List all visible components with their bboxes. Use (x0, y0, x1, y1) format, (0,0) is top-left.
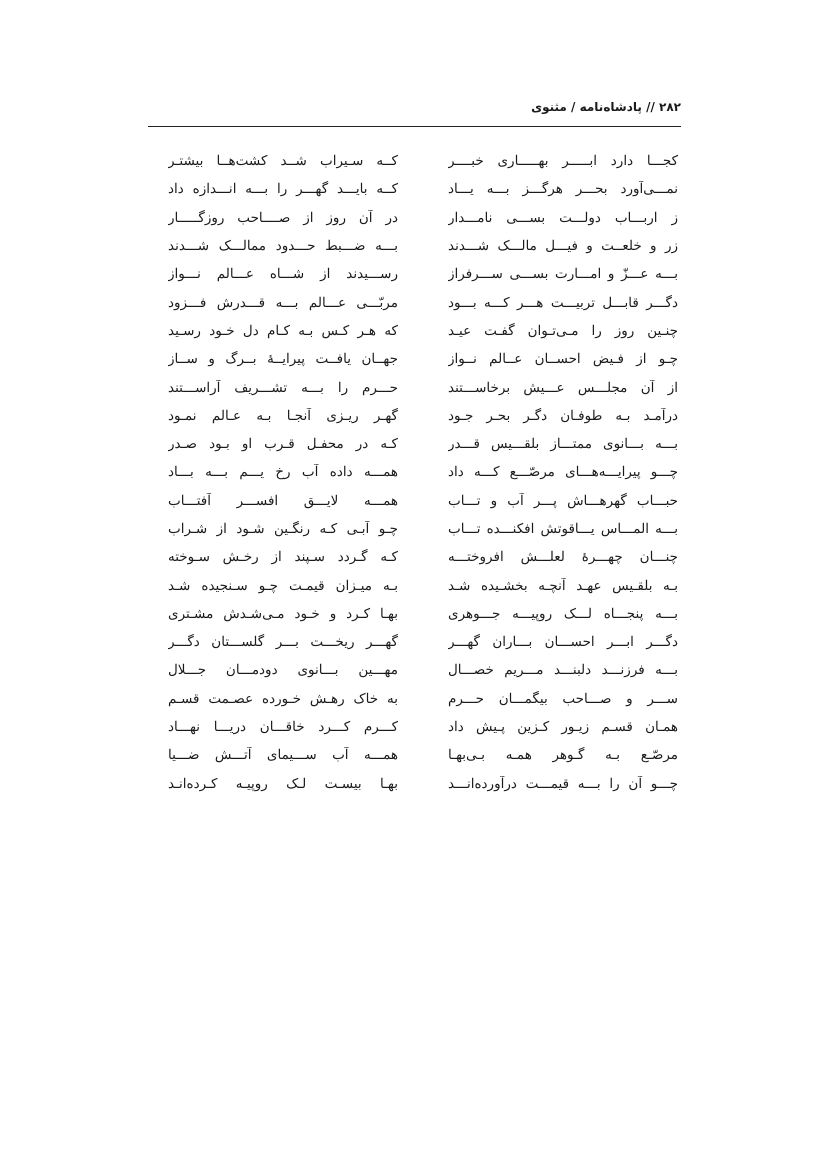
hemistich-right: زر و خلعــت و فیـــل مالـــک شـــدند (448, 238, 678, 255)
hemistich-right: از آن مجلـــس عـــیش برخاســـتند (448, 379, 678, 396)
couplet (168, 515, 678, 543)
hemistich-right: حبـــاب گهرهـــاش پـــر آب و تـــاب (448, 492, 678, 509)
hemistich-left: بهـا بیسـت لـک روپیـه کـرده‌انـد (168, 775, 398, 792)
hemistich-left: کــه بایـــد گهـــر را بـــه انـــدازه داد (168, 181, 398, 198)
hemistich-left: کــه سـیراب شــد کشت‌هــا بیشتـر (168, 153, 398, 170)
couplet (168, 770, 678, 798)
hemistich-left: چـو آبـی کـه رنگـین شـود از شـراب (168, 521, 398, 537)
couplet (168, 317, 678, 345)
hemistich-right: کجـــا دارد ابـــــر بهـــــاری خبــــر (448, 153, 678, 170)
hemistich-right: بـــه عـــزّ و امـــارت بســـی ســـرفراز (448, 266, 678, 283)
hemistich-right: بـه بلقـیس عهـد آنچـه بخشـیده شـد (448, 577, 678, 594)
couplet (168, 260, 678, 288)
couplet (168, 713, 678, 741)
couplet (168, 571, 678, 599)
couplet (168, 402, 678, 430)
hemistich-left: مهـــین بـــانوی دودمـــان جـــلال (168, 662, 398, 679)
hemistich-right: چـو از فـیض احســان عــالم نــواز (448, 351, 678, 368)
couplet (168, 175, 678, 203)
couplet (168, 628, 678, 656)
hemistich-left: حـــرم را بـــه تشـــریف آراســـتند (168, 379, 398, 396)
book-title: پادشاه‌نامه / مثنوی (531, 100, 642, 114)
poem-body (168, 147, 678, 798)
couplet (168, 288, 678, 316)
running-header (148, 100, 681, 127)
hemistich-left: بـه میـزان قیمـت چـو سـنجیده شـد (168, 577, 398, 594)
hemistich-left: جهــان یافــت پیرایــهٔ بــرگ و ســاز (168, 351, 398, 368)
hemistich-right: ز اربـــاب دولـــت بســـی نامـــدار (448, 209, 678, 226)
page-number: ۲۸۲ (659, 100, 681, 114)
hemistich-left: مربّـــی عـــالم بـــه قـــدرش فـــزود (168, 294, 398, 311)
couplet (168, 741, 678, 769)
couplet (168, 656, 678, 684)
hemistich-right: بـــه المـــاس یـــاقوتش افکنـــده تـــاب (448, 521, 678, 537)
couplet (168, 147, 678, 175)
hemistich-right: همـان قسـم زیـور کـزین پـیش داد (448, 719, 678, 736)
couplet (168, 600, 678, 628)
hemistich-right: بـــه فرزنـــد دلبنـــد مـــریم خصـــال (448, 662, 678, 679)
hemistich-right: نمـــی‌آورد بحـــر هرگـــز بـــه یـــاد (448, 181, 678, 198)
hemistich-right: دگـــر ابـــر احســـان بـــاران گهـــر (448, 634, 678, 651)
hemistich-left: بهـا کـرد و خـود مـی‌شـدش مشـتری (168, 605, 398, 622)
hemistich-left: کـه در محفـل قـرب او بـود صـدر (168, 436, 398, 453)
couplet (168, 373, 678, 401)
hemistich-right: مرصّـع بـه گـوهر همـه بـی‌بهـا (448, 747, 678, 764)
couplet (168, 543, 678, 571)
couplet (168, 487, 678, 515)
hemistich-left: گهـــر ریخـــت بـــر گلســـتان دگـــر (168, 634, 398, 651)
hemistich-left: رســـیدند از شـــاه عـــالم نـــواز (168, 266, 398, 283)
hemistich-right: درآمـد بـه طوفـان دگـر بحـر جـود (448, 407, 678, 424)
couplet (168, 458, 678, 486)
hemistich-left: همـــه داده آب رخ یـــم بـــه بـــاد (168, 464, 398, 481)
header-separator: // (646, 100, 655, 114)
hemistich-left: بـــه ضـــبط حـــدود ممالـــک شـــدند (168, 238, 398, 255)
hemistich-left: به خاک رهـش خـورده عصـمت قسـم (168, 690, 398, 707)
couplet (168, 430, 678, 458)
hemistich-right: دگـــر قابـــل تربیـــت هـــر کـــه بـــود (448, 294, 678, 311)
hemistich-right: چـــو پیرایـــه‌هـــای مرصّـــع کـــه داد (448, 464, 678, 481)
hemistich-right: ســـر و صـــاحب بیگمـــان حـــرم (448, 690, 678, 707)
hemistich-left: کـه گـردد سـپند از رخـش سـوخته (168, 549, 398, 566)
couplet (168, 204, 678, 232)
hemistich-left: که هـر کـس بـه کـام دل خـود رسـید (168, 322, 398, 339)
hemistich-left: کـــرم کـــرد خاقـــان دریـــا نهـــاد (168, 719, 398, 736)
couplet (168, 345, 678, 373)
hemistich-right: بـــه پنجـــاه لـــک روپیـــه جـــوهری (448, 605, 678, 622)
hemistich-left: همـــه لایـــق افســـر آفتـــاب (168, 492, 398, 509)
hemistich-right: چـــو آن را بـــه قیمـــت درآورده‌انـــد (448, 775, 678, 792)
couplet (168, 232, 678, 260)
hemistich-right: بـــه بـــانوی ممتـــاز بلقـــیس قـــدر (448, 436, 678, 453)
couplet (168, 685, 678, 713)
hemistich-left: در آن روز از صــــاحب روزگـــــار (168, 209, 398, 226)
hemistich-right: چنـین روز را مـی‌تـوان گفـت عیـد (448, 322, 678, 339)
hemistich-left: همـــه آب ســـیمای آتـــش ضـــیا (168, 747, 398, 764)
hemistich-right: چنـــان چهـــرهٔ لعلـــش افروختـــه (448, 549, 678, 566)
hemistich-left: گهـر ریـزی آنجـا بـه عـالم نمـود (168, 407, 398, 424)
